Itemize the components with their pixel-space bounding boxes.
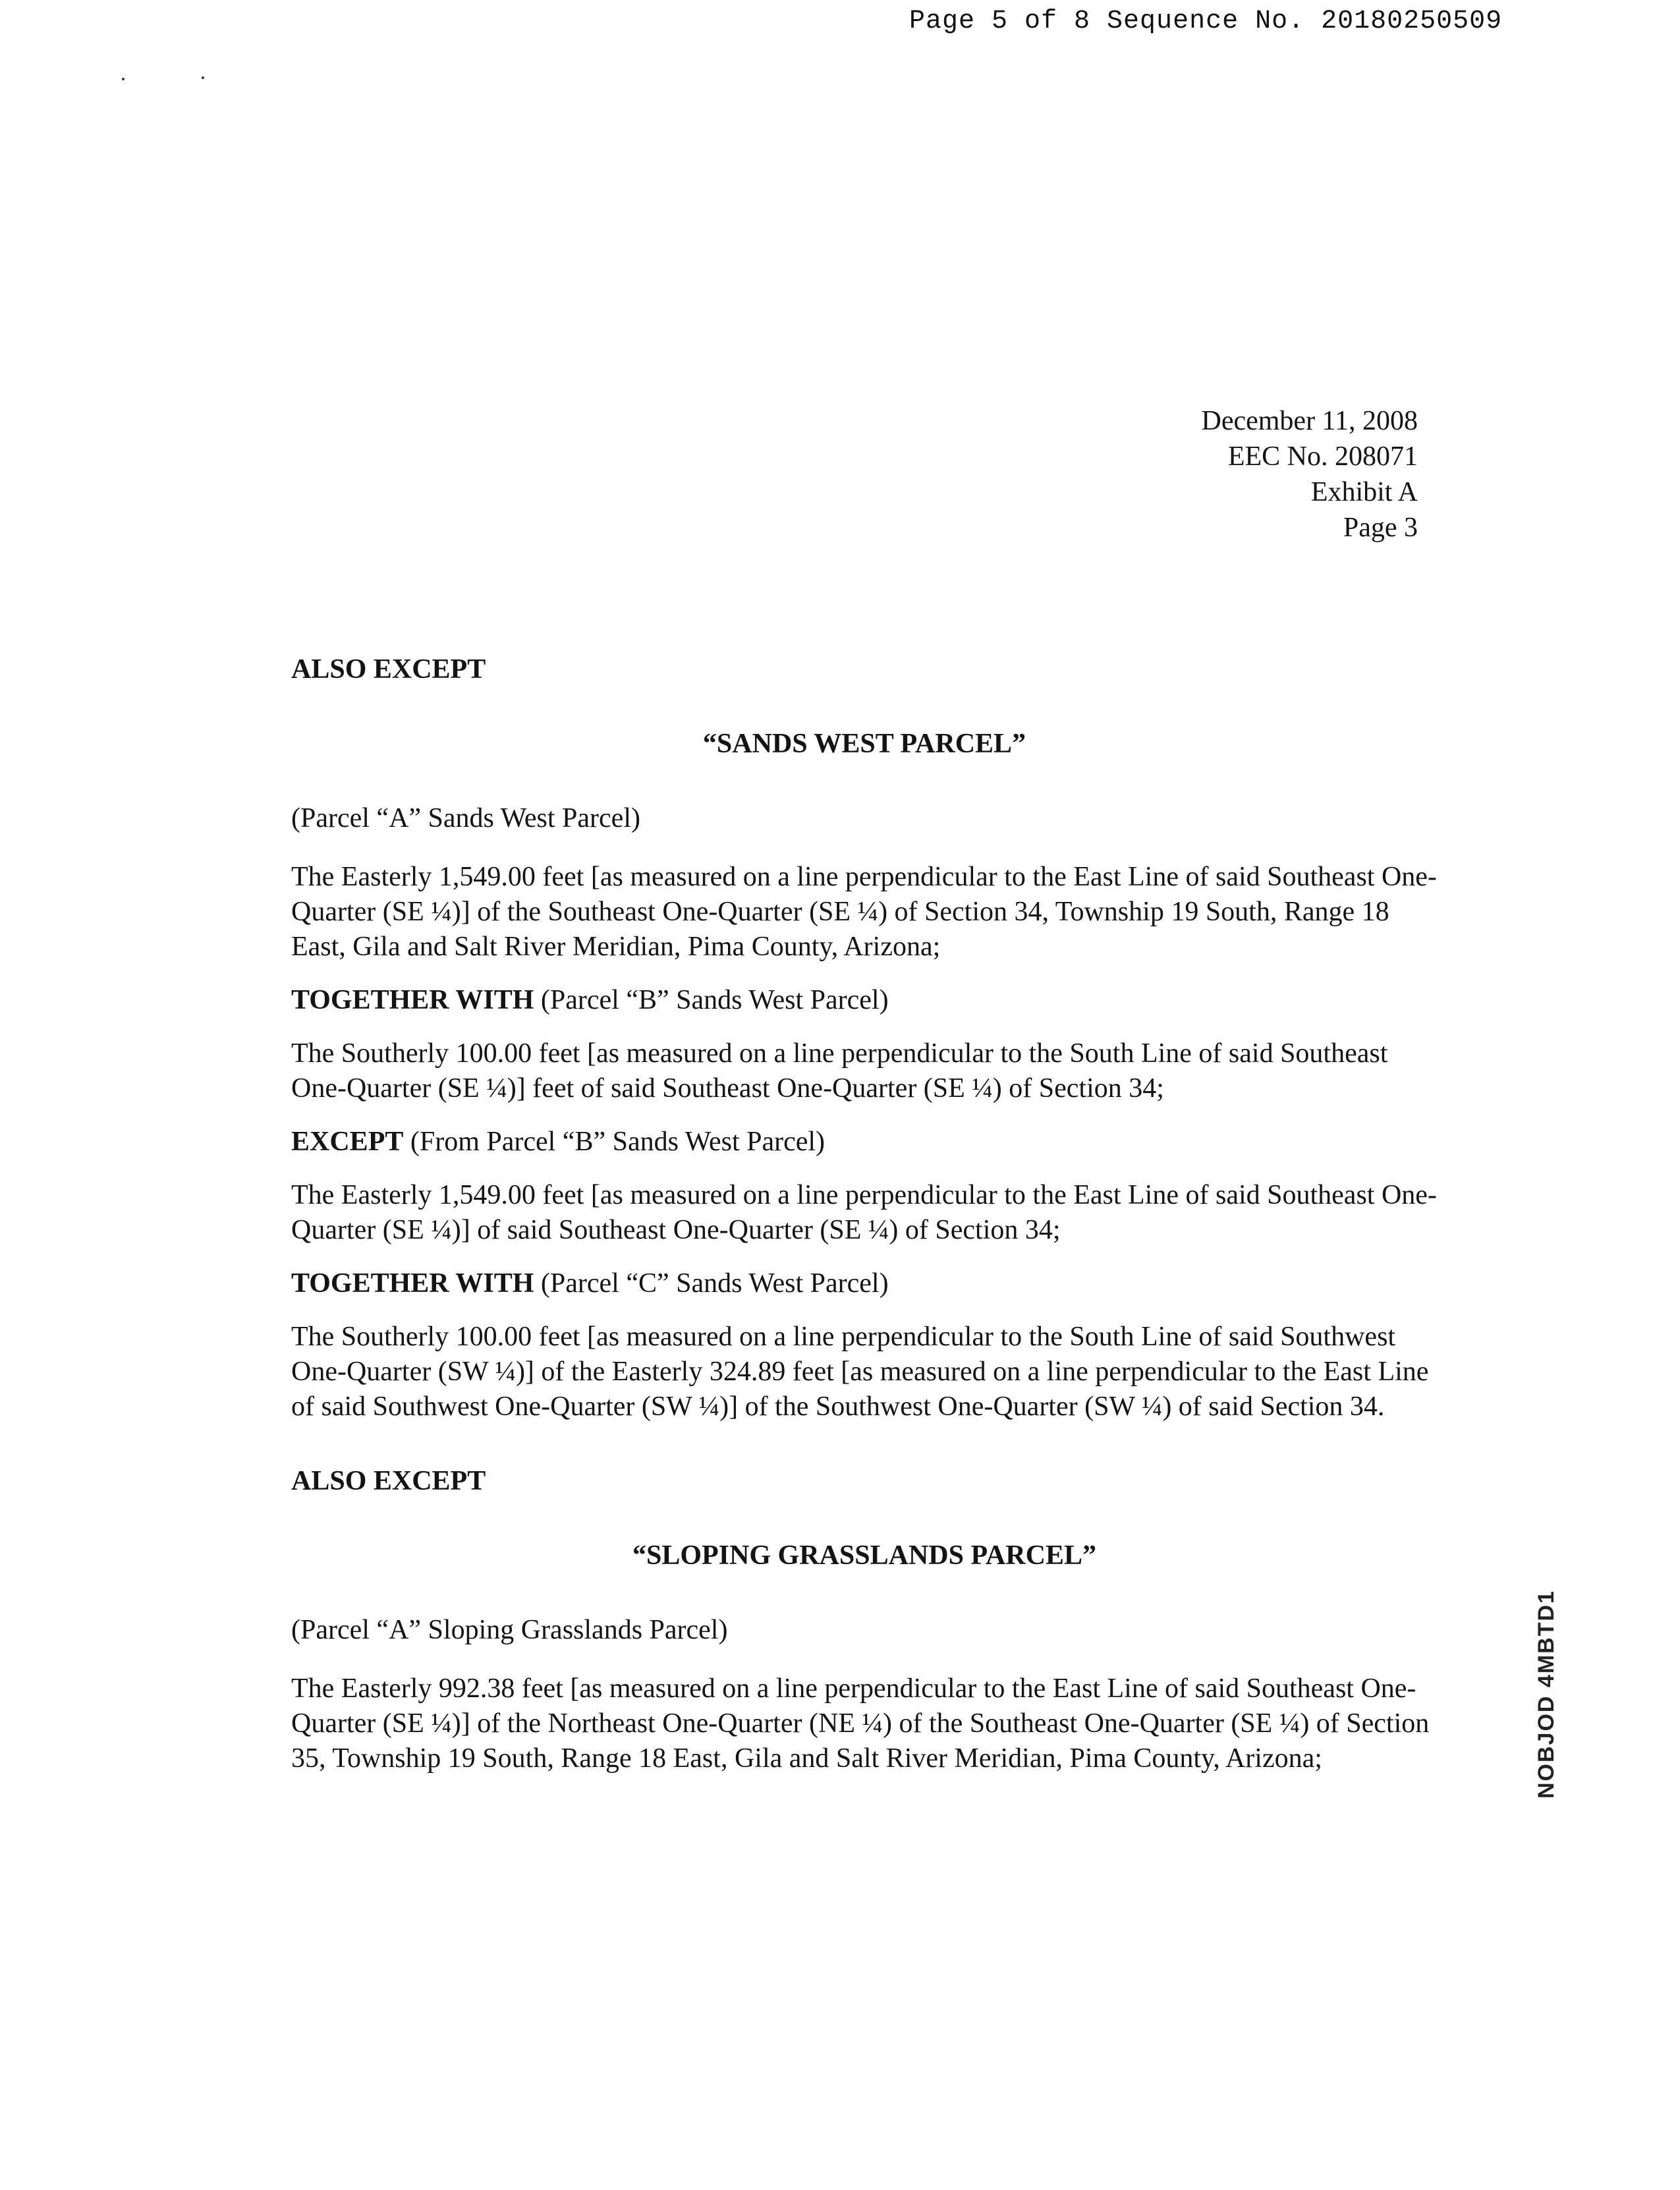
sands-west-parcel-title: “SANDS WEST PARCEL” [702, 729, 1026, 759]
sloping-parcel-a-description: The Easterly 992.38 feet [as measured on a line perpendicular to the East Line of said Southeast One-Quarter (SE ¼)] of the Northeast One-Quarter (NE ¼) of the Southeast One-Quarter (SE ¼) of Section 35, Township 19 South, Range 18 East, Gila and Salt River Meridian, Pima County, Arizona; [291, 1673, 1430, 1774]
except-parcel-b-description: The Easterly 1,549.00 feet [as measured on a line perpendicular to the East Line of said Southeast One-Quarter (SE ¼)] of said Southeast One-Quarter (SE ¼) of Section 34; [291, 1180, 1437, 1245]
parcel-b-label: (Parcel “B” Sands West Parcel) [534, 985, 889, 1015]
document-body [291, 652, 1438, 1776]
together-with-label: TOGETHER WITH [291, 985, 534, 1015]
vertical-side-stamp: NOBJOD 4MBTD1 [1534, 1590, 1559, 1799]
sands-parcel-c-description: The Southerly 100.00 feet [as measured on a line perpendicular to the South Line of said Southwest One-Quarter (SW ¼)] of the Easterly 324.89 feet [as measured on a line perpendicular to the East Line of said Southwest One-Quarter (SW ¼)] of the Southwest One-Quarter (SW ¼) of said Section 34. [291, 1322, 1429, 1422]
together-with-parcel-b-line [291, 983, 1438, 1018]
header-exhibit: Exhibit A [1310, 477, 1418, 507]
sloping-grasslands-parcel-title: “SLOPING GRASSLANDS PARCEL” [632, 1540, 1096, 1571]
sands-parcel-a-description: The Easterly 1,549.00 feet [as measured on a line perpendicular to the East Line of said Southeast One-Quarter (SE ¼)] of the Southeast One-Quarter (SE ¼) of Section 34, Township 19 South, Range 18 East, Gila and Salt River Meridian, Pima County, Arizona; [291, 862, 1437, 962]
scan-speck [122, 78, 125, 80]
sands-parcel-b-description: The Southerly 100.00 feet [as measured on a line perpendicular to the South Line of said Southeast One-Quarter (SE ¼)] feet of said Southeast One-Quarter (SE ¼) of Section 34; [291, 1038, 1388, 1104]
parcel-c-label: (Parcel “C” Sands West Parcel) [534, 1268, 889, 1299]
document-header [1054, 403, 1418, 546]
except-label: EXCEPT [291, 1127, 404, 1157]
page-sequence-stamp: Page 5 of 8 Sequence No. 20180250509 [909, 7, 1503, 36]
except-parcel-b-line [291, 1125, 1438, 1160]
header-date: December 11, 2008 [1201, 406, 1418, 436]
together-with-label: TOGETHER WITH [291, 1268, 534, 1299]
except-parcel-b-label: (From Parcel “B” Sands West Parcel) [403, 1127, 826, 1157]
also-except-heading: ALSO EXCEPT [291, 1466, 486, 1496]
header-page: Page 3 [1343, 513, 1418, 543]
header-eec-number: EEC No. 208071 [1227, 441, 1418, 472]
sloping-parcel-a-label: (Parcel “A” Sloping Grasslands Parcel) [291, 1615, 728, 1645]
also-except-heading: ALSO EXCEPT [291, 654, 486, 685]
together-with-parcel-c-line [291, 1266, 1438, 1301]
sands-parcel-a-label: (Parcel “A” Sands West Parcel) [291, 803, 640, 833]
scan-speck [202, 76, 204, 79]
